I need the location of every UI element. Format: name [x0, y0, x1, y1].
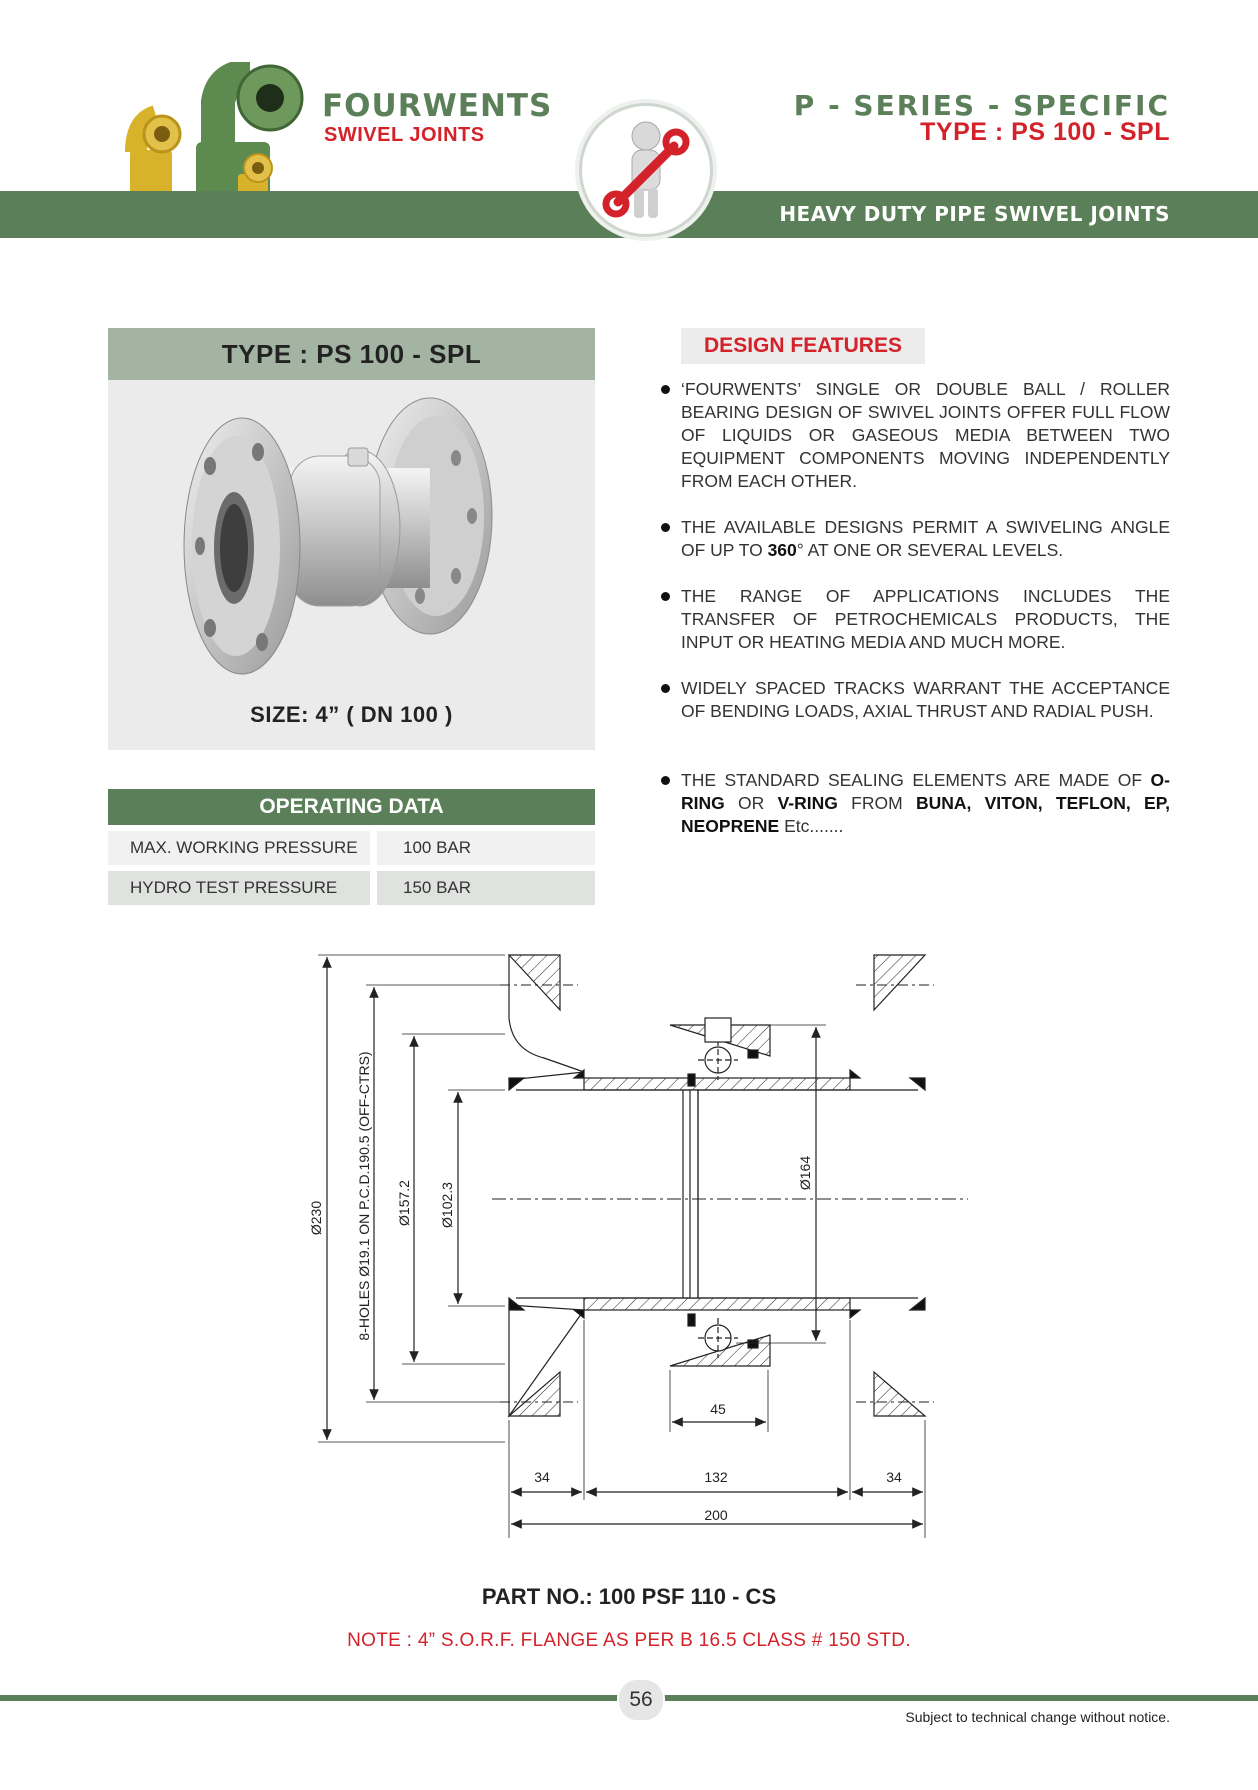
feature-item — [661, 585, 1170, 654]
feature-item — [661, 769, 1170, 838]
series-type: TYPE : PS 100 - SPL — [920, 118, 1170, 146]
operating-data-row — [108, 871, 595, 905]
feature-text: THE STANDARD SEALING ELEMENTS ARE MADE OF O-RING OR V-RING FROM BUNA, VITON, TEFLON, EP, NEOPRENE Etc....... — [681, 770, 1171, 836]
feature-item — [661, 677, 1170, 723]
feature-text: WIDELY SPACED TRACKS WARRANT THE ACCEPTANCE OF BENDING LOADS, AXIAL THRUST AND RADIAL PUSH. — [681, 678, 1170, 721]
bullet-icon — [661, 592, 670, 601]
dim-d102: Ø102.3 — [439, 1182, 455, 1228]
bullet-icon — [661, 385, 670, 394]
page-number: 56 — [617, 1678, 665, 1722]
technical-drawing — [270, 935, 990, 1547]
series-title: P - SERIES - SPECIFIC — [793, 89, 1170, 122]
dim-34-right: 34 — [886, 1469, 902, 1485]
design-features-title: DESIGN FEATURES — [681, 328, 925, 364]
wrench-mascot-icon — [582, 106, 710, 234]
brand-subtitle: SWIVEL JOINTS — [324, 124, 485, 146]
bullet-icon — [661, 523, 670, 532]
disclaimer: Subject to technical change without notice. — [905, 1709, 1170, 1725]
dim-132: 132 — [704, 1469, 728, 1485]
brand-name: FOURWENTS — [322, 88, 553, 124]
operating-data-title: OPERATING DATA — [108, 789, 595, 825]
feature-item — [661, 378, 1170, 493]
bullet-icon — [661, 776, 670, 785]
feature-text: THE RANGE OF APPLICATIONS INCLUDES THE TRANSFER OF PETROCHEMICALS PRODUCTS, THE INPUT OR HEATING MEDIA AND MUCH MORE. — [681, 586, 1170, 652]
part-number: PART NO.: 100 PSF 110 - CS — [481, 1584, 777, 1609]
operating-data-value: 150 BAR — [377, 871, 595, 905]
dim-d157: Ø157.2 — [396, 1180, 412, 1226]
feature-item — [661, 516, 1170, 562]
dim-d230: Ø230 — [308, 1200, 324, 1236]
operating-data-label: MAX. WORKING PRESSURE — [108, 831, 370, 865]
feature-text: ‘FOURWENTS’ SINGLE OR DOUBLE BALL / ROLLER BEARING DESIGN OF SWIVEL JOINTS OFFER FULL FLOW OF LIQUIDS OR GASEOUS MEDIA BETWEEN TWO EQUIPMENT COMPONENTS MOVING INDEPENDENTLY FROM EACH OTHER. — [681, 379, 1170, 491]
operating-data-value: 100 BAR — [377, 831, 595, 865]
product-size: SIZE: 4” ( DN 100 ) — [250, 702, 453, 727]
operating-data-label: HYDRO TEST PRESSURE — [108, 871, 370, 905]
dim-200: 200 — [704, 1507, 728, 1523]
dim-d164: Ø164 — [797, 1155, 813, 1191]
header-tagline: HEAVY DUTY PIPE SWIVEL JOINTS — [779, 202, 1170, 226]
product-type-title: TYPE : PS 100 - SPL — [108, 328, 595, 380]
bullet-icon — [661, 684, 670, 693]
feature-text: THE AVAILABLE DESIGNS PERMIT A SWIVELING ANGLE OF UP TO 360° AT ONE OR SEVERAL LEVELS. — [681, 517, 1170, 560]
dim-45: 45 — [710, 1401, 726, 1417]
flange-note: NOTE : 4” S.O.R.F. FLANGE AS PER B 16.5 CLASS # 150 STD. — [347, 1630, 911, 1651]
product-swivel-joint-image — [170, 396, 540, 686]
dim-bolt-holes: 8-HOLES Ø19.1 ON P.C.D.190.5 (OFF-CTRS) — [356, 1051, 372, 1341]
operating-data-row — [108, 831, 595, 865]
mascot-badge — [579, 103, 713, 237]
dim-34-left: 34 — [534, 1469, 550, 1485]
